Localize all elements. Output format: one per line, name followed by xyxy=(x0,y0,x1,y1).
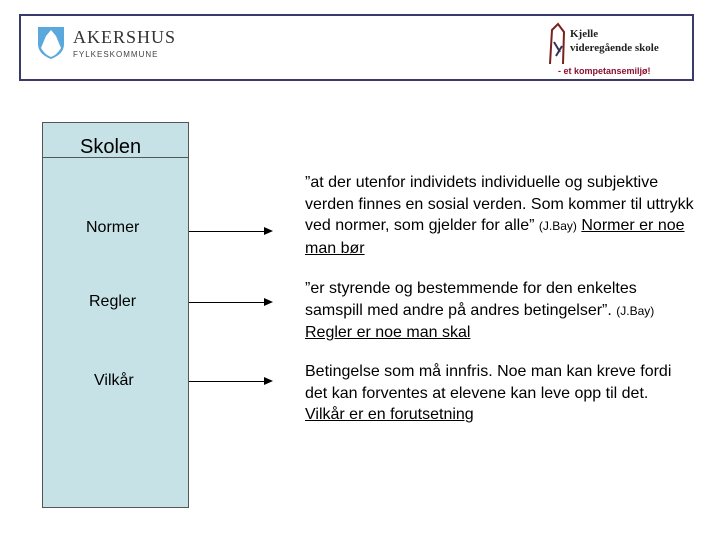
figure-icon xyxy=(546,22,568,66)
definition-regler: ”er styrende og bestemmende for den enkeltes samspill med andre på andres betingelser”. (J.Bay) Regler er noe man skal xyxy=(305,280,655,341)
definition-vilkar: Betingelse som må innfris. Noe man kan kreve fordi det kan forventes at elevene kan leve opp til det. Vilkår er en forutsetning xyxy=(305,363,672,423)
definition-normer: ”at der utenfor individets individuelle og subjektive verden finnes en sosial verden. Som kommer til uttrykk ved normer, som gjelder for alle” (J.Bay) Normer er noe man bør xyxy=(305,174,694,257)
header-banner xyxy=(19,14,694,81)
logo-line2: videregående skole xyxy=(570,42,659,54)
akershus-logo xyxy=(37,26,177,65)
box-title: Skolen xyxy=(80,136,142,158)
label-vilkar: Vilkår xyxy=(94,372,134,389)
school-box xyxy=(42,122,189,508)
label-normer: Normer xyxy=(86,219,140,236)
logo-line1: Kjelle xyxy=(570,28,599,40)
logo-name: AKERSHUS xyxy=(73,27,177,47)
akershus-shield-icon xyxy=(37,26,65,60)
logo-sub: FYLKESKOMMUNE xyxy=(73,50,159,59)
kjelle-logo xyxy=(546,22,659,76)
arrow-icon xyxy=(189,381,271,382)
arrow-icon xyxy=(189,231,271,232)
arrow-icon xyxy=(189,302,271,303)
label-regler: Regler xyxy=(89,293,137,310)
logo-tagline: - et kompetansemiljø! xyxy=(558,66,651,76)
